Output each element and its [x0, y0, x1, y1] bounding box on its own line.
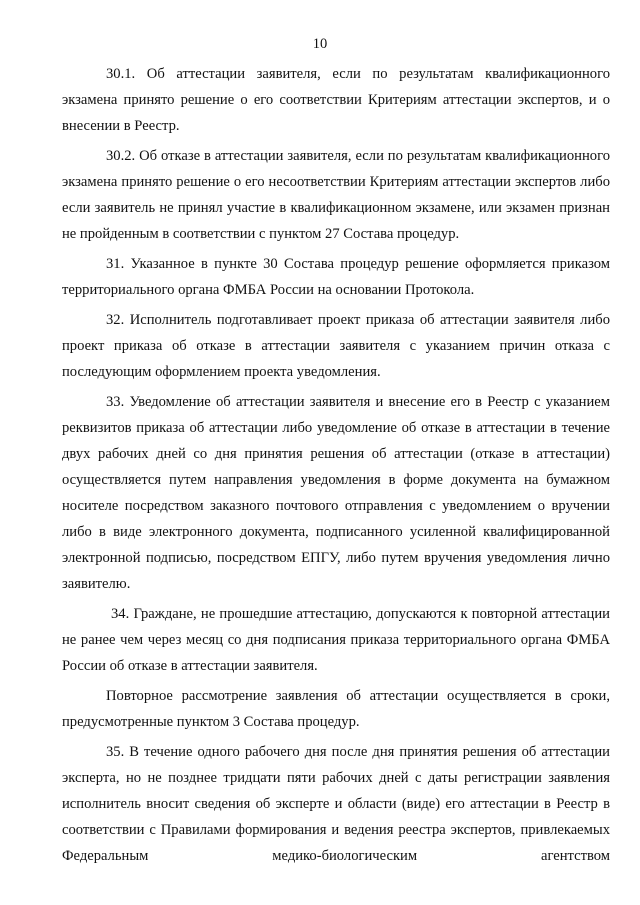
paragraph-30-1: 30.1. Об аттестации заявителя, если по результатам квалификационного экзамена принято решение о его соответствии Критериям аттестации экспертов, и о внесении в Реестр. [62, 66, 610, 134]
paragraph-34: 34. Граждане, не прошедшие аттестацию, допускаются к повторной аттестации не ранее чем через месяц со дня подписания приказа территориального органа ФМБА России об отказе в аттестации заявителя. [62, 606, 610, 674]
paragraph-35: 35. В течение одного рабочего дня после дня принятия решения об аттестации эксперта, но не позднее тридцати пяти рабочих дней с даты регистрации заявления исполнитель вносит сведения об эксперте и области (виде) его аттестации в Реестр в соответствии с Правилами формирования и ведения реестра экспертов, привлекаемых Федеральным медико-биологическим агентством [62, 744, 610, 864]
paragraph-30-2: 30.2. Об отказе в аттестации заявителя, если по результатам квалификационного экзамена принято решение о его несоответствии Критериям аттестации экспертов либо если заявитель не принял участие в квалификационном экзамене, или экзамен признан не пройденным в соответствии с пунктом 27 Состава процедур. [62, 148, 610, 242]
page-number: 10 [312, 36, 328, 52]
paragraph-33: 33. Уведомление об аттестации заявителя и внесение его в Реестр с указанием реквизитов приказа об аттестации либо уведомление об отказе в аттестации в течение двух рабочих дней со дня принятия решения об аттестации (отказе в аттестации) осуществляется путем направления уведомления в форме документа на бумажном носителе посредством заказного почтового отправления с уведомлением о вручении либо в виде электронного документа, подписанного усиленной квалифицированной электронной подписью, посредством ЕПГУ, либо путем вручения уведомления лично заявителю. [62, 394, 610, 592]
paragraph-34-continuation: Повторное рассмотрение заявления об аттестации осуществляется в сроки, предусмотренные пунктом 3 Состава процедур. [62, 688, 610, 730]
paragraph-31: 31. Указанное в пункте 30 Состава процедур решение оформляется приказом территориального органа ФМБА России на основании Протокола. [62, 256, 610, 298]
document-body [62, 61, 610, 873]
paragraph-32: 32. Исполнитель подготавливает проект приказа об аттестации заявителя либо проект приказа об отказе в аттестации заявителя с указанием причин отказа с последующим оформлением проекта уведомления. [62, 312, 610, 380]
